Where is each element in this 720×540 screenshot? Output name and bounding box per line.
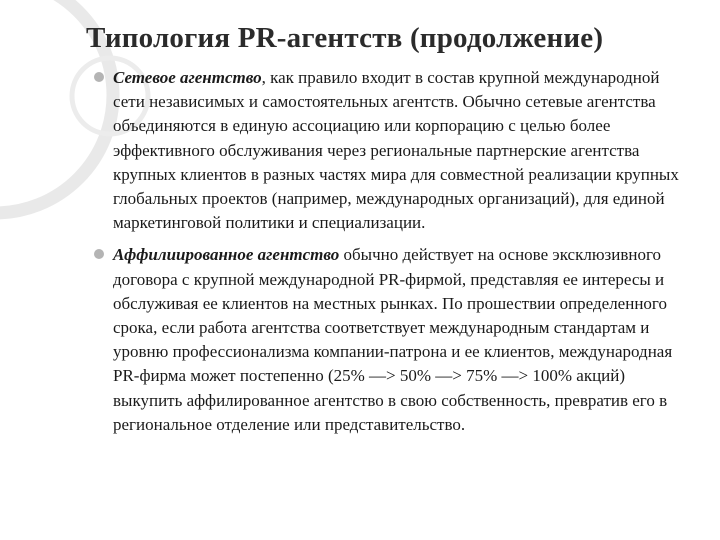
bullet-list	[94, 66, 690, 437]
bullet-item-network-agency	[94, 66, 690, 235]
bullet-text-affiliated-agency: обычно действует на основе эксклюзивного договора с крупной международной PR-фирмой, представляя ее интересы и обслуживая ее клиентов на местных рынках. По прошествии определенного срока, если работа агентства соответствует международным стандартам и уровню профессионализма компании-патрона и ее клиентов, международная PR-фирма может постепенно (25% —> 50% —> 75% —> 100% акций) выкупить аффилированное агентство в свою собственность, превратив его в региональное отделение или представительство.	[113, 245, 673, 434]
bullet-dot-icon	[94, 249, 104, 259]
term-network-agency: Сетевое агентство	[113, 68, 262, 87]
bullet-dot-icon	[94, 72, 104, 82]
bullet-text-network-agency: , как правило входит в состав крупной международной сети независимых и самостоятельных агентств. Обычно сетевые агентства объединяются в единую ассоциацию или корпорацию с целью более эффективного обслуживания через региональные партнерские агентства крупных клиентов в разных частях мира для совместной реализации крупных глобальных проектов (например, международных организаций), для единой маркетинговой политики и специализации.	[113, 68, 679, 233]
slide-title: Типология PR-агентств (продолжение)	[86, 22, 604, 54]
term-affiliated-agency: Аффилиированное агентство	[113, 245, 340, 265]
bullet-item-affiliated-agency	[94, 243, 690, 437]
